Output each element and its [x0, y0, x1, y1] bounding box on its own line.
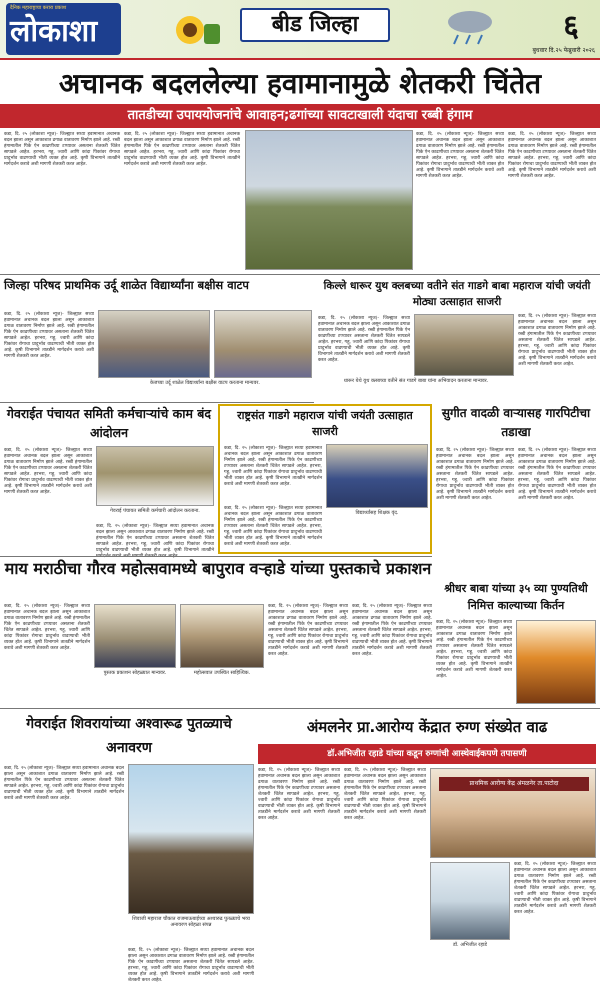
amalner-caption: डॉ. अभिजीत रहाडे: [453, 942, 487, 948]
divider: [0, 274, 600, 275]
sugit-headline: सुगीत वादळी वाऱ्यासह गारपिटीचा तडाखा: [441, 406, 591, 439]
amalner-subheadline: डॉ.अभिजीत रहाडे यांच्या कडून रुग्णांची आस्थेवाईकपणे तपासणी: [327, 749, 527, 759]
lead-body-col-4: कडा, दि. २५ (लोकाशा न्यूज)- जिल्ह्यात सध्या हवामानात अचानक बदल झाला असून आकाशात ढगाळ वातावरण निर्माण झाले आहे. रब्बी हंगामातील पिके ऐन काढणीच्या टप्प्यावर असताना शेतकरी चिंतेत सापडले आहेत. हरभरा, गहू, ज्वारी आणि कांदा पिकांवर रोगाचा प्रादुर्भाव वाढण्याची भीती व्यक्त होत आहे. कृषी विभागाने तातडीने मार्गदर्शन करावे अशी मागणी शेतकरी करत आहेत.: [508, 132, 596, 179]
shivrai-headline: गेवराईत शिवरायांच्या अश्वारूढ पुतळ्याचे अनावरण: [26, 716, 232, 756]
edition-title: बीड जिल्हा: [240, 8, 390, 42]
masthead: [0, 0, 600, 60]
book-launch-body-3: कडा, दि. २५ (लोकाशा न्यूज)- जिल्ह्यात सध्या हवामानात अचानक बदल झाला असून आकाशात ढगाळ वातावरण निर्माण झाले आहे. रब्बी हंगामातील पिके ऐन काढणीच्या टप्प्यावर असताना शेतकरी चिंतेत सापडले आहेत. हरभरा, गहू, ज्वारी आणि कांदा पिकांवर रोगाचा प्रादुर्भाव वाढण्याची भीती व्यक्त होत आहे. कृषी विभागाने तातडीने मार्गदर्शन करावे अशी मागणी शेतकरी करत आहेत.: [352, 604, 432, 657]
gadge-club-body: कडा, दि. २५ (लोकाशा न्यूज)- जिल्ह्यात सध्या हवामानात अचानक बदल झाला असून आकाशात ढगाळ वातावरण निर्माण झाले आहे. रब्बी हंगामातील पिके ऐन काढणीच्या टप्प्यावर असताना शेतकरी चिंतेत सापडले आहेत. हरभरा, गहू, ज्वारी आणि कांदा पिकांवर रोगाचा प्रादुर्भाव वाढण्याची भीती व्यक्त होत आहे. कृषी विभागाने तातडीने मार्गदर्शन करावे अशी मागणी शेतकरी करत आहेत.: [318, 316, 410, 363]
amalner-building-photo: [430, 768, 596, 858]
gadge-club-body-2: कडा, दि. २५ (लोकाशा न्यूज)- जिल्ह्यात सध्या हवामानात अचानक बदल झाला असून आकाशात ढगाळ वातावरण निर्माण झाले आहे. रब्बी हंगामातील पिके ऐन काढणीच्या टप्प्यावर असताना शेतकरी चिंतेत सापडले आहेत. हरभरा, गहू, ज्वारी आणि कांदा पिकांवर रोगाचा प्रादुर्भाव वाढण्याची भीती व्यक्त होत आहे. कृषी विभागाने तातडीने मार्गदर्शन करावे अशी मागणी शेतकरी करत आहेत.: [518, 314, 596, 367]
page-number: ६: [563, 9, 579, 44]
gadge-club-headline: किल्ले धारूर युथ क्लबच्या वतीने संत गाडगे बाबा महाराज यांची जयंती मोठ्या उत्साहात साजरी: [323, 280, 591, 308]
book-launch-body: कडा, दि. २५ (लोकाशा न्यूज)- जिल्ह्यात सध्या हवामानात अचानक बदल झाला असून आकाशात ढगाळ वातावरण निर्माण झाले आहे. रब्बी हंगामातील पिके ऐन काढणीच्या टप्प्यावर असताना शेतकरी चिंतेत सापडले आहेत. हरभरा, गहू, ज्वारी आणि कांदा पिकांवर रोगाचा प्रादुर्भाव वाढण्याची भीती व्यक्त होत आहे. कृषी विभागाने तातडीने मार्गदर्शन करावे अशी मागणी शेतकरी करत आहेत.: [4, 604, 90, 651]
book-launch-caption-right: महोत्सवात उपस्थित साहित्यिक.: [193, 670, 251, 676]
shivrai-statue-photo: [128, 764, 254, 914]
lead-headline: अचानक बदललेल्या हवामानामुळे शेतकरी चिंतेत: [58, 67, 542, 100]
gevrai-strike-body: कडा, दि. २५ (लोकाशा न्यूज)- जिल्ह्यात सध्या हवामानात अचानक बदल झाला असून आकाशात ढगाळ वातावरण निर्माण झाले आहे. रब्बी हंगामातील पिके ऐन काढणीच्या टप्प्यावर असताना शेतकरी चिंतेत सापडले आहेत. हरभरा, गहू, ज्वारी आणि कांदा पिकांवर रोगाचा प्रादुर्भाव वाढण्याची भीती व्यक्त होत आहे. कृषी विभागाने तातडीने मार्गदर्शन करावे अशी मागणी शेतकरी करत आहेत.: [4, 448, 92, 495]
lead-body-col-2: कडा, दि. २५ (लोकाशा न्यूज)- जिल्ह्यात सध्या हवामानात अचानक बदल झाला असून आकाशात ढगाळ वातावरण निर्माण झाले आहे. रब्बी हंगामातील पिके ऐन काढणीच्या टप्प्यावर असताना शेतकरी चिंतेत सापडले आहेत. हरभरा, गहू, ज्वारी आणि कांदा पिकांवर रोगाचा प्रादुर्भाव वाढण्याची भीती व्यक्त होत आहे. कृषी विभागाने तातडीने मार्गदर्शन करावे अशी मागणी शेतकरी करत आहेत.: [124, 132, 240, 167]
rashtrasant-body-2: कडा, दि. २५ (लोकाशा न्यूज)- जिल्ह्यात सध्या हवामानात अचानक बदल झाला असून आकाशात ढगाळ वातावरण निर्माण झाले आहे. रब्बी हंगामातील पिके ऐन काढणीच्या टप्प्यावर असताना शेतकरी चिंतेत सापडले आहेत. हरभरा, गहू, ज्वारी आणि कांदा पिकांवर रोगाचा प्रादुर्भाव वाढण्याची भीती व्यक्त होत आहे. कृषी विभागाने तातडीने मार्गदर्शन करावे अशी मागणी शेतकरी करत आहेत.: [224, 506, 322, 547]
lead-subheadline-bar: [0, 104, 600, 128]
amalner-headline: अंमलनेर प्रा.आरोग्य केंद्रात रुग्ण संख्येत वाढ: [306, 718, 548, 736]
gevrai-strike-caption: गेवराई पंचायत समिती कर्मचारी आंदोलन करताना.: [110, 508, 200, 514]
urdu-school-headline: जिल्हा परिषद प्राथमिक उर्दू शाळेत विद्यार्थ्यांना बक्षीस वाटप: [4, 278, 249, 292]
amalner-sign: प्राथमिक आरोग्य केंद्र अंमळनेर ता.पाटोदा: [439, 777, 589, 791]
urdu-school-body: कडा, दि. २५ (लोकाशा न्यूज)- जिल्ह्यात सध्या हवामानात अचानक बदल झाला असून आकाशात ढगाळ वातावरण निर्माण झाले आहे. रब्बी हंगामातील पिके ऐन काढणीच्या टप्प्यावर असताना शेतकरी चिंतेत सापडले आहेत. हरभरा, गहू, ज्वारी आणि कांदा पिकांवर रोगाचा प्रादुर्भाव वाढण्याची भीती व्यक्त होत आहे. कृषी विभागाने तातडीने मार्गदर्शन करावे अशी मागणी शेतकरी करत आहेत.: [4, 312, 94, 359]
shridhar-body: कडा, दि. २५ (लोकाशा न्यूज)- जिल्ह्यात सध्या हवामानात अचानक बदल झाला असून आकाशात ढगाळ वातावरण निर्माण झाले आहे. रब्बी हंगामातील पिके ऐन काढणीच्या टप्प्यावर असताना शेतकरी चिंतेत सापडले आहेत. हरभरा, गहू, ज्वारी आणि कांदा पिकांवर रोगाचा प्रादुर्भाव वाढण्याची भीती व्यक्त होत आहे. कृषी विभागाने तातडीने मार्गदर्शन करावे अशी मागणी शेतकरी करत आहेत.: [436, 620, 512, 679]
brand-name: लोकाशा: [10, 14, 98, 49]
rashtrasant-body: कडा, दि. २५ (लोकाशा न्यूज)- जिल्ह्यात सध्या हवामानात अचानक बदल झाला असून आकाशात ढगाळ वातावरण निर्माण झाले आहे. रब्बी हंगामातील पिके ऐन काढणीच्या टप्प्यावर असताना शेतकरी चिंतेत सापडले आहेत. हरभरा, गहू, ज्वारी आणि कांदा पिकांवर रोगाचा प्रादुर्भाव वाढण्याची भीती व्यक्त होत आहे. कृषी विभागाने तातडीने मार्गदर्शन करावे अशी मागणी शेतकरी करत आहेत.: [224, 446, 322, 487]
divider: [0, 708, 600, 709]
issue-date: बुधवार दि.२५ फेब्रुवारी २०२६: [532, 47, 595, 54]
shivrai-body-2: कडा, दि. २५ (लोकाशा न्यूज)- जिल्ह्यात सध्या हवामानात अचानक बदल झाला असून आकाशात ढगाळ वातावरण निर्माण झाले आहे. रब्बी हंगामातील पिके ऐन काढणीच्या टप्प्यावर असताना शेतकरी चिंतेत सापडले आहेत. हरभरा, गहू, ज्वारी आणि कांदा पिकांवर रोगाचा प्रादुर्भाव वाढण्याची भीती व्यक्त होत आहे. कृषी विभागाने तातडीने मार्गदर्शन करावे अशी मागणी शेतकरी करत आहेत.: [128, 948, 254, 983]
amalner-body-2: कडा, दि. २५ (लोकाशा न्यूज)- जिल्ह्यात सध्या हवामानात अचानक बदल झाला असून आकाशात ढगाळ वातावरण निर्माण झाले आहे. रब्बी हंगामातील पिके ऐन काढणीच्या टप्प्यावर असताना शेतकरी चिंतेत सापडले आहेत. हरभरा, गहू, ज्वारी आणि कांदा पिकांवर रोगाचा प्रादुर्भाव वाढण्याची भीती व्यक्त होत आहे. कृषी विभागाने तातडीने मार्गदर्शन करावे अशी मागणी शेतकरी करत आहेत.: [344, 768, 426, 821]
gevrai-strike-photo: [96, 446, 214, 506]
lead-body-col-3: कडा, दि. २५ (लोकाशा न्यूज)- जिल्ह्यात सध्या हवामानात अचानक बदल झाला असून आकाशात ढगाळ वातावरण निर्माण झाले आहे. रब्बी हंगामातील पिके ऐन काढणीच्या टप्प्यावर असताना शेतकरी चिंतेत सापडले आहेत. हरभरा, गहू, ज्वारी आणि कांदा पिकांवर रोगाचा प्रादुर्भाव वाढण्याची भीती व्यक्त होत आहे. कृषी विभागाने तातडीने मार्गदर्शन करावे अशी मागणी शेतकरी करत आहेत.: [416, 132, 504, 179]
shivrai-caption: शिवाजी महाराज चौकात राजमाऊबाईच्या अश्वारुढ पुतळ्याचे भव्य अनावरण सोहळा संपन्न: [132, 916, 250, 928]
gadge-club-photo: [414, 314, 514, 376]
amalner-body-1: कडा, दि. २५ (लोकाशा न्यूज)- जिल्ह्यात सध्या हवामानात अचानक बदल झाला असून आकाशात ढगाळ वातावरण निर्माण झाले आहे. रब्बी हंगामातील पिके ऐन काढणीच्या टप्प्यावर असताना शेतकरी चिंतेत सापडले आहेत. हरभरा, गहू, ज्वारी आणि कांदा पिकांवर रोगाचा प्रादुर्भाव वाढण्याची भीती व्यक्त होत आहे. कृषी विभागाने तातडीने मार्गदर्शन करावे अशी मागणी शेतकरी करत आहेत.: [258, 768, 340, 821]
lead-subheadline: तातडीच्या उपाययोजनांचे आवाहन;ढगांच्या सावटाखाली यंदाचा रब्बी हंगाम: [127, 108, 473, 123]
urdu-school-photo-2: [214, 310, 312, 378]
sunflower-icon: [170, 10, 220, 50]
book-launch-caption-left: पुस्तक प्रकाशन सोहळ्यात मान्यवर.: [103, 670, 167, 676]
field-photo: [245, 130, 413, 270]
urdu-school-photo-1: [98, 310, 210, 378]
divider: [0, 556, 432, 557]
gevrai-strike-body-2: कडा, दि. २५ (लोकाशा न्यूज)- जिल्ह्यात सध्या हवामानात अचानक बदल झाला असून आकाशात ढगाळ वातावरण निर्माण झाले आहे. रब्बी हंगामातील पिके ऐन काढणीच्या टप्प्यावर असताना शेतकरी चिंतेत सापडले आहेत. हरभरा, गहू, ज्वारी आणि कांदा पिकांवर रोगाचा प्रादुर्भाव वाढण्याची भीती व्यक्त होत आहे. कृषी विभागाने तातडीने: [96, 524, 214, 553]
sugit-body-2: कडा, दि. २५ (लोकाशा न्यूज)- जिल्ह्यात सध्या हवामानात अचानक बदल झाला असून आकाशात ढगाळ वातावरण निर्माण झाले आहे. रब्बी हंगामातील पिके ऐन काढणीच्या टप्प्यावर असताना शेतकरी चिंतेत सापडले आहेत. हरभरा, गहू, ज्वारी आणि कांदा पिकांवर रोगाचा प्रादुर्भाव वाढण्याची भीती व्यक्त होत आहे. कृषी विभागाने तातडीने मार्गदर्शन करावे अशी मागणी शेतकरी करत आहेत.: [518, 448, 596, 501]
gadge-club-caption: धारूर येथे युथ क्लबच्या वतीने संत गाडगे बाबा यांना अभिवादन करताना मान्यवर.: [343, 378, 489, 384]
book-launch-body-2: कडा, दि. २५ (लोकाशा न्यूज)- जिल्ह्यात सध्या हवामानात अचानक बदल झाला असून आकाशात ढगाळ वातावरण निर्माण झाले आहे. रब्बी हंगामातील पिके ऐन काढणीच्या टप्प्यावर असताना शेतकरी चिंतेत सापडले आहेत. हरभरा, गहू, ज्वारी आणि कांदा पिकांवर रोगाचा प्रादुर्भाव वाढण्याची भीती व्यक्त होत आहे. कृषी विभागाने तातडीने मार्गदर्शन करावे अशी मागणी शेतकरी करत आहेत.: [268, 604, 348, 657]
divider: [0, 402, 314, 403]
rashtrasant-caption: विद्यार्थ्यांसह शिक्षक वृंद.: [355, 510, 399, 516]
gevrai-strike-headline: गेवराईत पंचायत समिती कर्मचाऱ्यांचे काम बंद आंदोलन: [6, 406, 212, 440]
amalner-body-3: कडा, दि. २५ (लोकाशा न्यूज)- जिल्ह्यात सध्या हवामानात अचानक बदल झाला असून आकाशात ढगाळ वातावरण निर्माण झाले आहे. रब्बी हंगामातील पिके ऐन काढणीच्या टप्प्यावर असताना शेतकरी चिंतेत सापडले आहेत. हरभरा, गहू, ज्वारी आणि कांदा पिकांवर रोगाचा प्रादुर्भाव वाढण्याची भीती व्यक्त होत आहे. कृषी विभागाने तातडीने मार्गदर्शन करावे अशी मागणी शेतकरी करत आहेत.: [514, 862, 596, 915]
brand-tagline: दैनिक महाराष्ट्राचा करारा प्रकाश: [10, 5, 67, 11]
rashtrasant-headline: राष्ट्रसंत गाडगे महाराज यांची जयंती उत्साहात साजरी: [237, 409, 413, 438]
shridhar-headline: श्रीधर बाबा यांच्या ३५ व्या पुण्यतिथी निमित्त काल्याच्या किर्तन: [444, 582, 588, 612]
book-launch-headline: माय मराठीचा गौरव महोत्सवामध्ये बापुराव वऱ्हाडे यांच्या पुस्तकाचे प्रकाशन: [4, 559, 432, 578]
shridhar-photo: [516, 620, 596, 704]
shivrai-body: कडा, दि. २५ (लोकाशा न्यूज)- जिल्ह्यात सध्या हवामानात अचानक बदल झाला असून आकाशात ढगाळ वातावरण निर्माण झाले आहे. रब्बी हंगामातील पिके ऐन काढणीच्या टप्प्यावर असताना शेतकरी चिंतेत सापडले आहेत. हरभरा, गहू, ज्वारी आणि कांदा पिकांवर रोगाचा प्रादुर्भाव वाढण्याची भीती व्यक्त होत आहे. कृषी विभागाने तातडीने मार्गदर्शन करावे अशी मागणी शेतकरी करत आहेत.: [4, 766, 124, 801]
lead-body-col-1: कडा, दि. २५ (लोकाशा न्यूज)- जिल्ह्यात सध्या हवामानात अचानक बदल झाला असून आकाशात ढगाळ वातावरण निर्माण झाले आहे. रब्बी हंगामातील पिके ऐन काढणीच्या टप्प्यावर असताना शेतकरी चिंतेत सापडले आहेत. हरभरा, गहू, ज्वारी आणि कांदा पिकांवर रोगाचा प्रादुर्भाव वाढण्याची भीती व्यक्त होत आहे. कृषी विभागाने तातडीने मार्गदर्शन करावे अशी मागणी शेतकरी करत आहेत.: [4, 132, 120, 167]
amalner-doctor-photo: [430, 862, 510, 940]
book-launch-photo-1: [94, 604, 176, 668]
rashtrasant-photo: [326, 444, 428, 508]
amalner-subheadline-bar: [258, 744, 596, 764]
urdu-school-caption: केजच्या उर्दू शाळेत विद्यार्थ्यांना बक्षीस वाटप करताना मान्यवर.: [149, 380, 261, 386]
brand-logo: [6, 3, 121, 55]
sugit-body-1: कडा, दि. २५ (लोकाशा न्यूज)- जिल्ह्यात सध्या हवामानात अचानक बदल झाला असून आकाशात ढगाळ वातावरण निर्माण झाले आहे. रब्बी हंगामातील पिके ऐन काढणीच्या टप्प्यावर असताना शेतकरी चिंतेत सापडले आहेत. हरभरा, गहू, ज्वारी आणि कांदा पिकांवर रोगाचा प्रादुर्भाव वाढण्याची भीती व्यक्त होत आहे. कृषी विभागाने तातडीने मार्गदर्शन करावे अशी मागणी शेतकरी करत आहेत.: [436, 448, 514, 501]
rashtrasant-box: [218, 404, 432, 554]
rain-cloud-icon: [440, 6, 500, 46]
book-launch-photo-2: [180, 604, 264, 668]
